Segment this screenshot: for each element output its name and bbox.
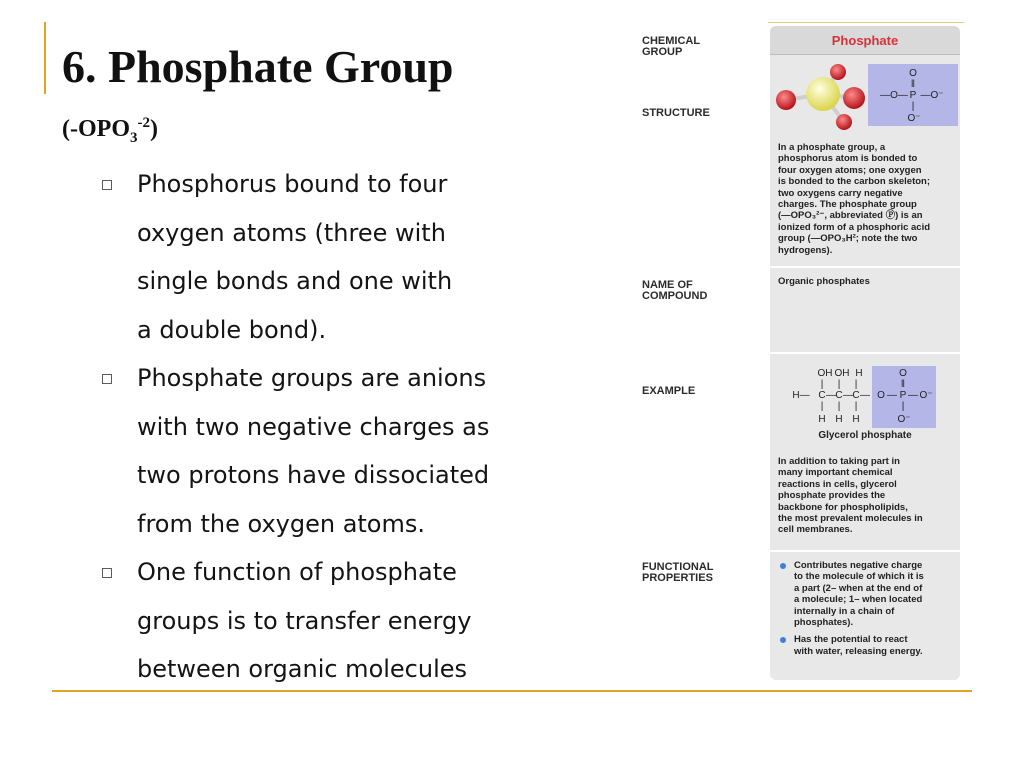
example-dash: — bbox=[826, 390, 836, 401]
desc-line: two oxygens carry negative bbox=[778, 187, 903, 199]
label-example bbox=[642, 386, 695, 397]
label-line: CHEMICAL bbox=[642, 35, 701, 47]
example-bond: | bbox=[820, 401, 824, 412]
bullet-line: Phosphorus bound to four bbox=[137, 170, 448, 198]
column-header-title: Phosphate bbox=[831, 33, 899, 48]
bullet-list bbox=[96, 160, 576, 694]
formula-close: ) bbox=[149, 116, 158, 142]
desc-line: the most prevalent molecules in bbox=[778, 513, 923, 525]
title-accent-line bbox=[44, 22, 46, 94]
example-phosphorus: P bbox=[899, 390, 907, 401]
func-line: to the molecule of which it is bbox=[794, 571, 924, 583]
desc-line: In a phosphate group, a bbox=[778, 142, 886, 153]
functional-property-item bbox=[778, 634, 958, 657]
example-top-label: OH bbox=[834, 368, 850, 379]
label-line: STRUCTURE bbox=[642, 107, 710, 119]
structure-description bbox=[778, 142, 930, 256]
example-o-top: O bbox=[899, 368, 907, 379]
desc-line: (—OPO₃²⁻, abbreviated Ⓟ) is an bbox=[778, 210, 923, 222]
structure-o-left: —O— bbox=[880, 90, 908, 101]
desc-line: many important chemical bbox=[778, 467, 893, 479]
label-chemical-group bbox=[642, 36, 700, 58]
structure-o-bottom: O⁻ bbox=[907, 113, 921, 124]
structure-double-bond: ‖ bbox=[910, 79, 916, 90]
desc-line: hydrogens). bbox=[778, 244, 833, 256]
bullet-item bbox=[96, 548, 576, 694]
row-divider bbox=[770, 352, 960, 354]
example-bond: | bbox=[837, 379, 841, 390]
formula-subscript: 3 bbox=[129, 129, 138, 146]
desc-line: In addition to taking part in bbox=[778, 456, 900, 467]
blue-bullet-icon bbox=[780, 563, 786, 569]
func-line: a part (2– when at the end of bbox=[794, 582, 923, 594]
example-bottom-h: H bbox=[818, 414, 826, 425]
bullet-line: with two negative charges as bbox=[137, 412, 490, 441]
desc-line: four oxygen atoms; one oxygen bbox=[778, 164, 922, 176]
structure-p: P bbox=[909, 90, 917, 101]
desc-line: ionized form of a phosphoric acid bbox=[778, 221, 931, 233]
example-h-left: H— bbox=[792, 390, 810, 401]
glycerol-phosphate-formula bbox=[788, 366, 948, 432]
example-bond: | bbox=[837, 401, 841, 412]
structure-o-top: O bbox=[909, 68, 917, 79]
desc-line: phosphorus atom is bonded to bbox=[778, 153, 918, 165]
row-divider bbox=[770, 266, 960, 268]
formula-superscript: -2 bbox=[137, 115, 150, 131]
bullet-line: a double bond). bbox=[137, 315, 327, 344]
example-bottom-h: H bbox=[852, 414, 860, 425]
func-line: Contributes negative charge bbox=[794, 560, 923, 571]
bullet-line: One function of phosphate bbox=[137, 558, 457, 586]
compound-name: Organic phosphates bbox=[778, 276, 870, 287]
example-bond: | bbox=[854, 379, 858, 390]
square-bullet-icon bbox=[102, 180, 112, 190]
row-divider bbox=[770, 550, 960, 552]
blue-bullet-icon bbox=[780, 637, 786, 643]
example-top-label: H bbox=[855, 368, 863, 379]
structure-single-bond: | bbox=[911, 101, 915, 112]
label-line: PROPERTIES bbox=[642, 572, 713, 584]
functional-property-item bbox=[778, 560, 958, 628]
label-line: FUNCTIONAL bbox=[642, 561, 714, 573]
example-carbon: C bbox=[852, 390, 860, 401]
square-bullet-icon bbox=[102, 374, 112, 384]
label-line: COMPOUND bbox=[642, 290, 708, 302]
example-o-minus: O⁻ bbox=[919, 390, 933, 401]
bullet-item bbox=[96, 160, 576, 354]
example-bottom-h: H bbox=[835, 414, 843, 425]
example-description bbox=[778, 456, 923, 536]
desc-line: reactions in cells, glycerol bbox=[778, 478, 897, 490]
bullet-line: two protons have dissociated bbox=[137, 461, 490, 489]
top-divider bbox=[768, 22, 964, 23]
label-line: NAME OF bbox=[642, 279, 693, 291]
bullet-line: single bonds and one with bbox=[137, 267, 453, 295]
func-line: a molecule; 1– when located bbox=[794, 594, 923, 606]
example-carbon: C bbox=[818, 390, 826, 401]
phosphate-molecule-model-icon bbox=[770, 62, 866, 132]
desc-line: charges. The phosphate group bbox=[778, 199, 917, 211]
bullet-line: between organic molecules bbox=[137, 655, 468, 683]
label-structure bbox=[642, 108, 710, 119]
example-bond: | bbox=[901, 401, 905, 412]
example-dash: — bbox=[908, 390, 918, 401]
formula-open: (-OPO bbox=[62, 116, 130, 142]
label-name-of-compound bbox=[642, 280, 707, 302]
bullet-line: from the oxygen atoms. bbox=[137, 509, 425, 538]
example-dash: — bbox=[860, 390, 870, 401]
column-header bbox=[770, 26, 960, 55]
functional-properties-list bbox=[778, 560, 958, 657]
label-line: GROUP bbox=[642, 46, 683, 58]
square-bullet-icon bbox=[102, 568, 112, 578]
example-dash: — bbox=[843, 390, 853, 401]
label-line: EXAMPLE bbox=[642, 385, 696, 397]
phosphate-figure bbox=[640, 26, 964, 680]
example-carbon: C bbox=[835, 390, 843, 401]
structure-o-right: —O⁻ bbox=[920, 90, 944, 101]
example-name: Glycerol phosphate bbox=[818, 430, 912, 441]
example-bond: | bbox=[820, 379, 824, 390]
bullet-line: Phosphate groups are anions bbox=[137, 364, 487, 392]
func-line: internally in a chain of bbox=[794, 605, 895, 617]
example-oxygen: O bbox=[877, 390, 885, 401]
desc-line: group (—OPO₃H²; note the two bbox=[778, 233, 918, 245]
example-top-label: OH bbox=[817, 368, 833, 379]
desc-line: backbone for phospholipids, bbox=[778, 501, 908, 513]
example-dash: — bbox=[887, 390, 897, 401]
bullet-line: groups is to transfer energy bbox=[137, 606, 472, 635]
desc-line: is bonded to the carbon skeleton; bbox=[778, 176, 931, 188]
desc-line: cell membranes. bbox=[778, 524, 853, 536]
func-line: phosphates). bbox=[794, 617, 854, 629]
phosphate-structural-formula bbox=[868, 64, 958, 126]
func-line: Has the potential to react bbox=[794, 634, 908, 646]
slide-title: 6. Phosphate Group bbox=[62, 41, 454, 92]
label-functional-properties bbox=[642, 562, 714, 584]
desc-line: phosphate provides the bbox=[778, 490, 886, 502]
bullet-item bbox=[96, 354, 576, 548]
example-bond: | bbox=[854, 401, 858, 412]
bullet-line: oxygen atoms (three with bbox=[137, 218, 446, 247]
example-double-bond: ‖ bbox=[900, 379, 906, 390]
slide-formula bbox=[62, 115, 158, 147]
example-o-minus-bottom: O⁻ bbox=[897, 414, 911, 425]
func-line: with water, releasing energy. bbox=[794, 645, 923, 657]
